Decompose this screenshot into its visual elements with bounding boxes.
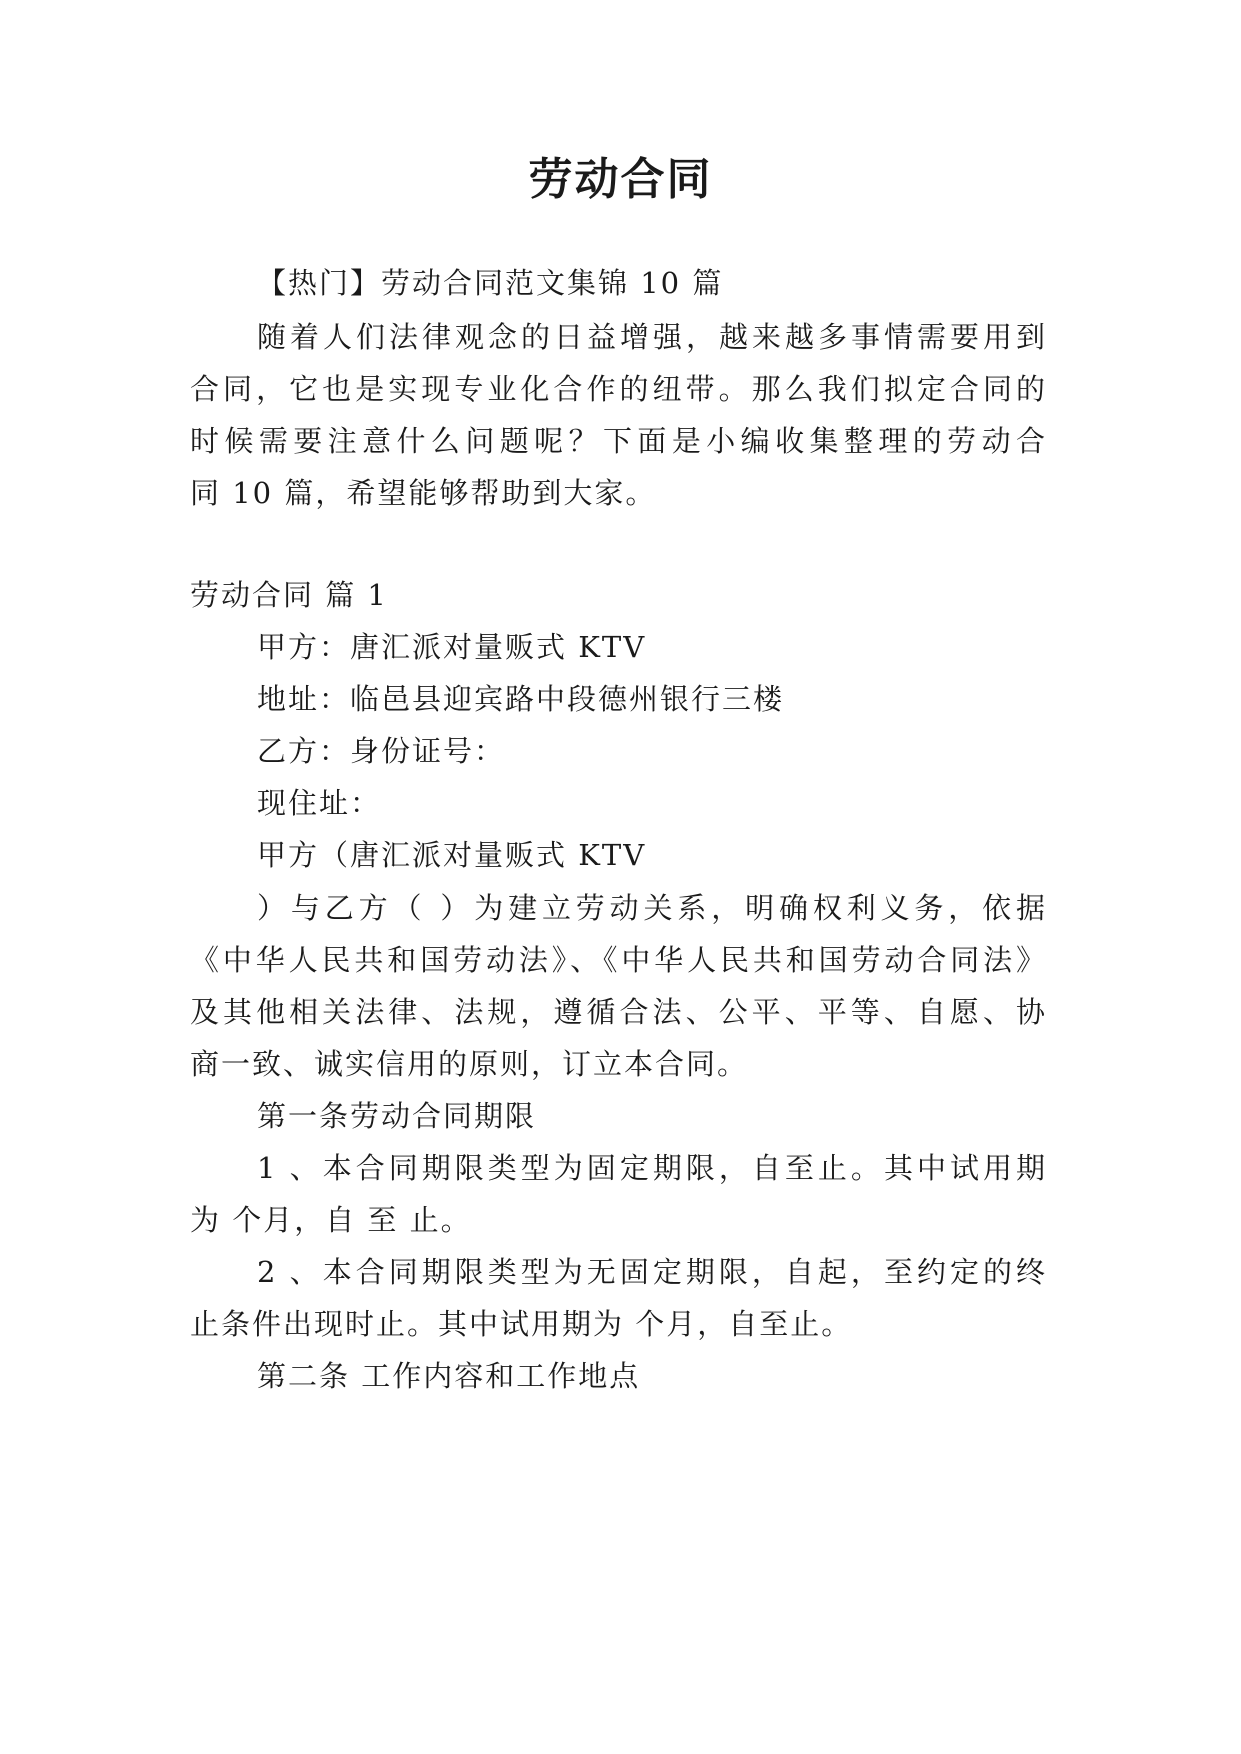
- article1-item2-line-2: 止条件出现时止。其中试用期为 个月，自至止。: [190, 1307, 853, 1341]
- document-title: 劳动合同: [528, 154, 713, 205]
- intro-line-4: 同 10 篇，希望能够帮助到大家。: [190, 476, 657, 510]
- party-a: 甲方：唐汇派对量贩式 KTV: [257, 630, 647, 664]
- intro-heading: 【热门】劳动合同范文集锦 10 篇: [257, 266, 724, 300]
- preamble-line-1: 甲方（唐汇派对量贩式 KTV: [257, 838, 647, 872]
- intro-line-1: 随着人们法律观念的日益增强，越来越多事情需要用到: [257, 320, 1046, 354]
- article1-heading: 第一条劳动合同期限: [257, 1099, 537, 1133]
- intro-line-3: 时候需要注意什么问题呢？下面是小编收集整理的劳动合: [190, 424, 1046, 458]
- preamble-line-2: ）与乙方（ ）为建立劳动关系，明确权利义务，依据: [257, 891, 1046, 925]
- address: 地址：临邑县迎宾路中段德州银行三楼: [257, 682, 785, 716]
- section-heading: 劳动合同 篇 1: [190, 578, 388, 612]
- article1-item2-line-1: 2 、本合同期限类型为无固定期限，自起，至约定的终: [257, 1255, 1046, 1289]
- current-address: 现住址：: [257, 786, 382, 820]
- intro-line-2: 合同，它也是实现专业化合作的纽带。那么我们拟定合同的: [190, 372, 1046, 406]
- preamble-line-3: 《中华人民共和国劳动法》、《中华人民共和国劳动合同法》: [190, 943, 1046, 977]
- party-b: 乙方：身份证号：: [257, 734, 506, 768]
- preamble-line-5: 商一致、诚实信用的原则，订立本合同。: [190, 1047, 749, 1081]
- article1-item1-line-2: 为 个月，自 至 止。: [190, 1203, 472, 1237]
- article2-heading: 第二条 工作内容和工作地点: [257, 1359, 641, 1393]
- article1-item1-line-1: 1 、本合同期限类型为固定期限，自至止。其中试用期: [257, 1151, 1046, 1185]
- preamble-line-4: 及其他相关法律、法规，遵循合法、公平、平等、自愿、协: [190, 995, 1046, 1029]
